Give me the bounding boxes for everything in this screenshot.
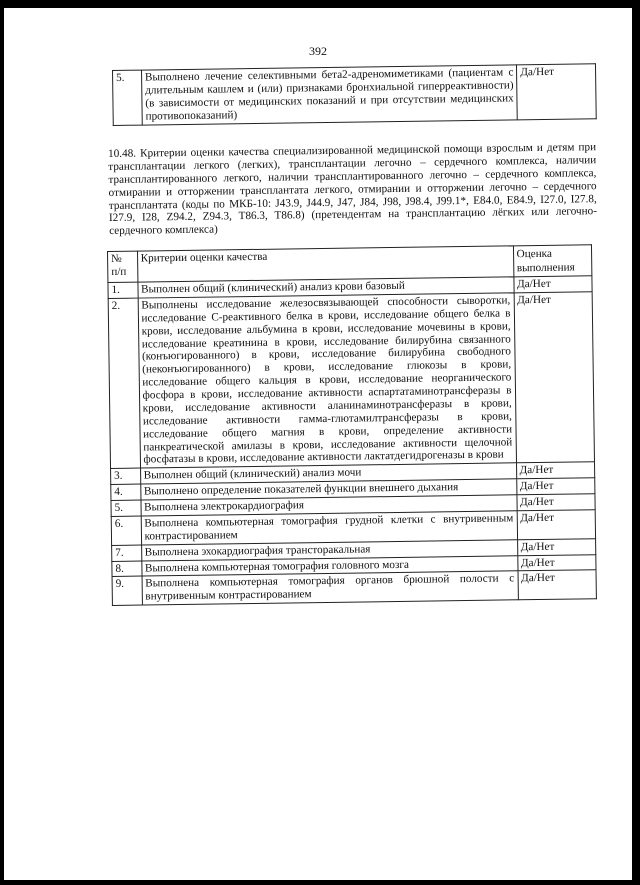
table-row: [108, 292, 594, 469]
row-number: 8.: [112, 561, 142, 577]
evaluation-value: Да/Нет: [517, 510, 596, 540]
evaluation-value: Да/Нет: [517, 538, 596, 555]
row-number: 6.: [111, 516, 141, 545]
row-number: 5.: [113, 70, 143, 125]
criterion-text: Выполнена компьютерная томография головного мозга: [141, 555, 517, 576]
table-row: [113, 64, 597, 125]
row-number: 1.: [108, 282, 138, 298]
criteria-table: [107, 244, 597, 606]
section-heading-10-48: 10.48. Критерии оценки качества специализированной медицинской помощи взрослым и детям при трансплантации легкого (легких), трансплантации легочно – сердечного комплекса, наличии трансплантированного легкого, наличии трансплантированного легочно – сердечного комплекса, отмирании и отторжении трансплантата легкого, отмирании и отторжении легочно – сердечного трансплантата (коды по МКБ-10: J43.9, J44.9, J47, J84, J98, J98.4, J99.1*, E84.0, E84.9, I27.0, I27.8, I27.9, I28, Z94.2, Z94.3, T86.3, T86.8) (претендентам на трансплантацию лёгких или легочно-сердечного комплекса): [108, 141, 598, 238]
criterion-text: Выполнен общий (клинический) анализ мочи: [140, 463, 516, 484]
row-number: 3.: [111, 468, 141, 484]
header-num: № п/п: [108, 251, 138, 282]
evaluation-value: Да/Нет: [518, 570, 597, 600]
evaluation-value: Да/Нет: [516, 462, 595, 479]
evaluation-value: Да/Нет: [516, 494, 595, 511]
evaluation-value: Да/Нет: [517, 64, 596, 120]
criterion-text: Выполнен общий (клинический) анализ крови базовый: [137, 277, 513, 298]
row-number: 2.: [108, 298, 140, 469]
evaluation-value: Да/Нет: [516, 478, 595, 495]
document-page: [4, 8, 632, 880]
row-number: 5.: [111, 500, 141, 516]
criterion-text: Выполнена компьютерная томография органов брюшной полости с внутривенным контрастированием: [142, 571, 518, 605]
header-evaluation: Оценка выполнения: [513, 245, 592, 277]
criterion-text: Выполнены исследование железосвязывающей способности сыворотки, исследование С-реактивного белка в крови, исследование общего белка в крови, исследование альбумина в крови, исследование мочевины в крови, исследование креатинина в крови, исследование билирубина связанного (конъюгированного) в крови, исследование билирубина свободного (неконъюгированного) в крови, исследование глюкозы в крови, исследование общего кальция в крови, исследование неорганического фосфора в крови, исследование активности аспартатаминотрансферазы в крови, исследование активности аланинаминотрансферазы в крови, исследование активности гамма-глютамилтрансферазы в крови, исследование общего магния в крови, определение активности панкреатической амилазы в крови, исследование активности щелочной фосфатазы в крови, исследование активности лактатдегидрогеназы в крови: [138, 293, 516, 469]
evaluation-value: Да/Нет: [513, 276, 592, 293]
evaluation-value: Да/Нет: [514, 292, 595, 463]
row-number: 4.: [111, 484, 141, 500]
criterion-text: Выполнено лечение селективными бета2-адреномиметиками (пациентам с длительным кашлем и (или) признаками бронхиальной гиперреактивности) (в зависимости от медицинских показаний и при отсутствии медицинских противопоказаний): [141, 65, 517, 125]
header-criterion: Критерии оценки качества: [137, 246, 513, 282]
criterion-text: Выполнена эхокардиография трансторакальная: [141, 539, 517, 560]
page-number: 392: [309, 44, 327, 58]
evaluation-value: Да/Нет: [517, 554, 596, 571]
criterion-text: Выполнена электрокардиография: [141, 495, 517, 516]
row-number: 7.: [112, 545, 142, 561]
criteria-table-continued: [112, 63, 597, 125]
row-number: 9.: [112, 576, 142, 605]
table-row: [112, 570, 596, 606]
criterion-text: Выполнена компьютерная томография грудной клетки с внутривенным контрастированием: [141, 511, 517, 545]
criterion-text: Выполнено определение показателей функции внешнего дыхания: [140, 479, 516, 500]
